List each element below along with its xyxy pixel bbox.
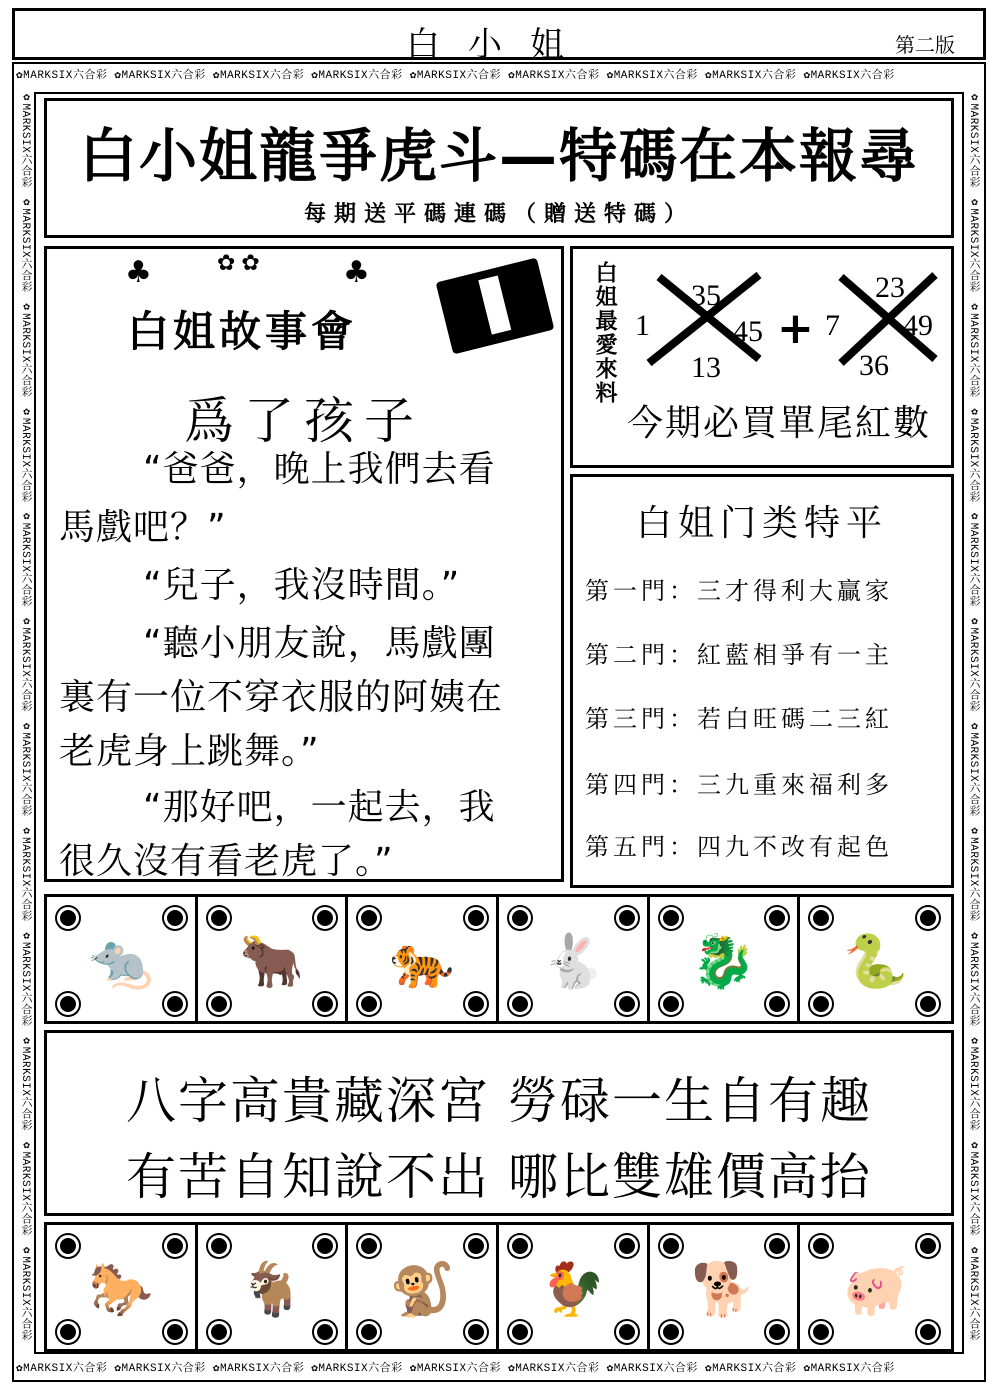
coin-icon: [660, 1321, 682, 1343]
story-title: 爲了孩子: [184, 392, 424, 450]
coin-icon: [810, 1321, 832, 1343]
coin-icon: [917, 1235, 939, 1257]
coin-icon: [358, 1235, 380, 1257]
zodiac-animal-icon: 🐅: [389, 932, 455, 992]
headline: 白小姐龍爭虎斗—特碼在本報尋: [78, 122, 919, 190]
zodiac-cell: [198, 1225, 349, 1349]
coin-icon: [616, 993, 638, 1015]
lucky-number: 23: [875, 271, 905, 304]
zodiac-cell: [47, 897, 198, 1021]
zodiac-animal-icon: 🐕: [691, 1260, 756, 1320]
door-row: 第四門：三九重來福利多: [585, 771, 893, 799]
lucky-number: 49: [903, 309, 933, 342]
coin-icon: [660, 1235, 682, 1257]
coin-icon: [810, 993, 832, 1015]
coin-icon: [766, 993, 788, 1015]
coin-icon: [766, 1321, 788, 1343]
plus-sign: +: [777, 303, 814, 354]
zodiac-row-bottom: [44, 1222, 954, 1352]
coin-icon: [57, 1321, 79, 1343]
coin-icon: [208, 1235, 230, 1257]
coin-icon: [917, 993, 939, 1015]
coin-icon: [616, 907, 638, 929]
poem-line: 八字高貴藏深宮 勞碌一生自有趣: [126, 1072, 872, 1130]
coin-icon: [208, 993, 230, 1015]
coin-icon: [164, 1321, 186, 1343]
zodiac-cell: [800, 1225, 951, 1349]
zodiac-cell: [499, 1225, 650, 1349]
story-line: “那好吧，一起去，我: [143, 787, 496, 828]
story-line: 裏有一位不穿衣服的阿姨在: [59, 677, 504, 718]
zodiac-cell: [650, 897, 801, 1021]
edition-label: 第二版: [895, 33, 955, 57]
coin-icon: [57, 993, 79, 1015]
coin-icon: [465, 907, 487, 929]
zodiac-row-top: [44, 894, 954, 1024]
newspaper-title: 白小姐: [406, 25, 592, 65]
story-line: “聽小朋友說，馬戲團: [143, 623, 496, 664]
coin-icon: [509, 1321, 531, 1343]
zodiac-cell: [348, 897, 499, 1021]
frame-strip-right: ✿MARKSIX六合彩 ✿MARKSIX六合彩 ✿MARKSIX六合彩 ✿MARKSIX六合彩 ✿MARKSIX六合彩 ✿MARKSIX六合彩 ✿MARKSIX六合彩 ✿MARKSIX六合彩 ✿MARKSIX六合彩 ✿MARKSIX六合彩 ✿MARKSIX六合彩 ✿MARKSIX六合彩: [967, 90, 979, 1341]
coin-icon: [616, 1235, 638, 1257]
zodiac-animal-icon: 🐂: [239, 932, 304, 992]
zodiac-animal-icon: 🐒: [389, 1260, 455, 1320]
zodiac-animal-icon: 🐎: [88, 1260, 154, 1320]
zodiac-animal-icon: 🐍: [843, 932, 909, 992]
zodiac-cell: [499, 897, 650, 1021]
door-row: 第二門：紅藍相爭有一主: [585, 641, 893, 669]
zodiac-cell: [348, 1225, 499, 1349]
coin-icon: [164, 993, 186, 1015]
lucky-numbers-graphic: [629, 263, 949, 383]
coin-icon: [57, 1235, 79, 1257]
coin-icon: [616, 1321, 638, 1343]
coin-icon: [660, 993, 682, 1015]
book-icon: [436, 258, 555, 355]
tulip-icon: ♣: [343, 255, 370, 290]
story-line: “兒子，我沒時間。”: [143, 565, 461, 606]
coin-icon: [810, 907, 832, 929]
poem-section: [44, 1030, 954, 1216]
lucky-number: 13: [691, 351, 721, 383]
poem-line: 有苦自知說不出 哪比雙雄價高抬: [126, 1148, 872, 1206]
zodiac-cell: [47, 1225, 198, 1349]
coin-icon: [164, 907, 186, 929]
story-section: [44, 246, 564, 882]
coin-icon: [766, 907, 788, 929]
door-row: 第一門：三才得利大贏家: [585, 577, 893, 605]
coin-icon: [208, 907, 230, 929]
subheadline: 每期送平碼連碼（贈送特碼）: [303, 202, 694, 227]
door-row: 第五門：四九不改有起色: [585, 833, 893, 861]
lucky-numbers-section: [570, 246, 954, 468]
tulip-icon: ♣: [125, 255, 152, 290]
lucky-vertical-label: 白姐最愛來料: [592, 261, 617, 405]
coin-icon: [358, 993, 380, 1015]
lucky-tip: 今期必買單尾紅數: [627, 403, 932, 444]
door-row: 第三門：若白旺碼二三紅: [585, 705, 893, 733]
zodiac-animal-icon: 🐐: [239, 1260, 304, 1320]
coin-icon: [358, 907, 380, 929]
lucky-number: 45: [733, 315, 763, 348]
coin-icon: [57, 907, 79, 929]
coin-icon: [509, 907, 531, 929]
story-line: 很久沒有看老虎了。”: [59, 841, 394, 882]
coin-icon: [314, 1235, 336, 1257]
lucky-number: 7: [825, 309, 840, 342]
coin-icon: [509, 1235, 531, 1257]
coin-icon: [660, 907, 682, 929]
story-line: 老虎身上跳舞。”: [59, 731, 320, 772]
flower-icon: ✿✿: [217, 251, 266, 276]
frame-strip-top: ✿MARKSIX六合彩 ✿MARKSIX六合彩 ✿MARKSIX六合彩 ✿MARKSIX六合彩 ✿MARKSIX六合彩 ✿MARKSIX六合彩 ✿MARKSIX六合彩 ✿MARKSIX六合彩 ✿MARKSIX六合彩: [16, 70, 895, 82]
frame-strip-bottom: ✿MARKSIX六合彩 ✿MARKSIX六合彩 ✿MARKSIX六合彩 ✿MARKSIX六合彩 ✿MARKSIX六合彩 ✿MARKSIX六合彩 ✿MARKSIX六合彩 ✿MARKSIX六合彩 ✿MARKSIX六合彩: [16, 1363, 895, 1375]
story-line: 馬戲吧？”: [59, 507, 227, 548]
coin-icon: [164, 1235, 186, 1257]
coin-icon: [509, 993, 531, 1015]
coin-icon: [810, 1235, 832, 1257]
coin-icon: [465, 1321, 487, 1343]
lucky-number: 1: [635, 309, 650, 342]
story-line: “爸爸，晚上我們去看: [143, 449, 496, 490]
coin-icon: [766, 1235, 788, 1257]
zodiac-cell: [800, 897, 951, 1021]
zodiac-cell: [198, 897, 349, 1021]
coin-icon: [208, 1321, 230, 1343]
frame-strip-left: ✿MARKSIX六合彩 ✿MARKSIX六合彩 ✿MARKSIX六合彩 ✿MARKSIX六合彩 ✿MARKSIX六合彩 ✿MARKSIX六合彩 ✿MARKSIX六合彩 ✿MARKSIX六合彩 ✿MARKSIX六合彩 ✿MARKSIX六合彩 ✿MARKSIX六合彩 ✿MARKSIX六合彩: [19, 90, 31, 1341]
zodiac-animal-icon: 🐉: [691, 932, 756, 992]
zodiac-animal-icon: 🐓: [540, 1260, 606, 1320]
doors-section: [570, 474, 954, 888]
zodiac-animal-icon: 🐇: [540, 932, 606, 992]
coin-icon: [314, 993, 336, 1015]
zodiac-cell: [650, 1225, 801, 1349]
zodiac-animal-icon: 🐀: [88, 932, 154, 992]
lucky-number: 35: [691, 279, 721, 312]
coin-icon: [314, 907, 336, 929]
coin-icon: [358, 1321, 380, 1343]
story-section-title: 白姐故事會: [127, 307, 358, 356]
lucky-number: 36: [859, 349, 889, 382]
zodiac-animal-icon: 🐖: [843, 1260, 909, 1320]
coin-icon: [314, 1321, 336, 1343]
coin-icon: [917, 1321, 939, 1343]
masthead: [12, 8, 986, 65]
coin-icon: [465, 1235, 487, 1257]
doors-title: 白姐门类特平: [635, 503, 888, 544]
coin-icon: [917, 907, 939, 929]
coin-icon: [465, 993, 487, 1015]
headline-box: [44, 98, 954, 238]
